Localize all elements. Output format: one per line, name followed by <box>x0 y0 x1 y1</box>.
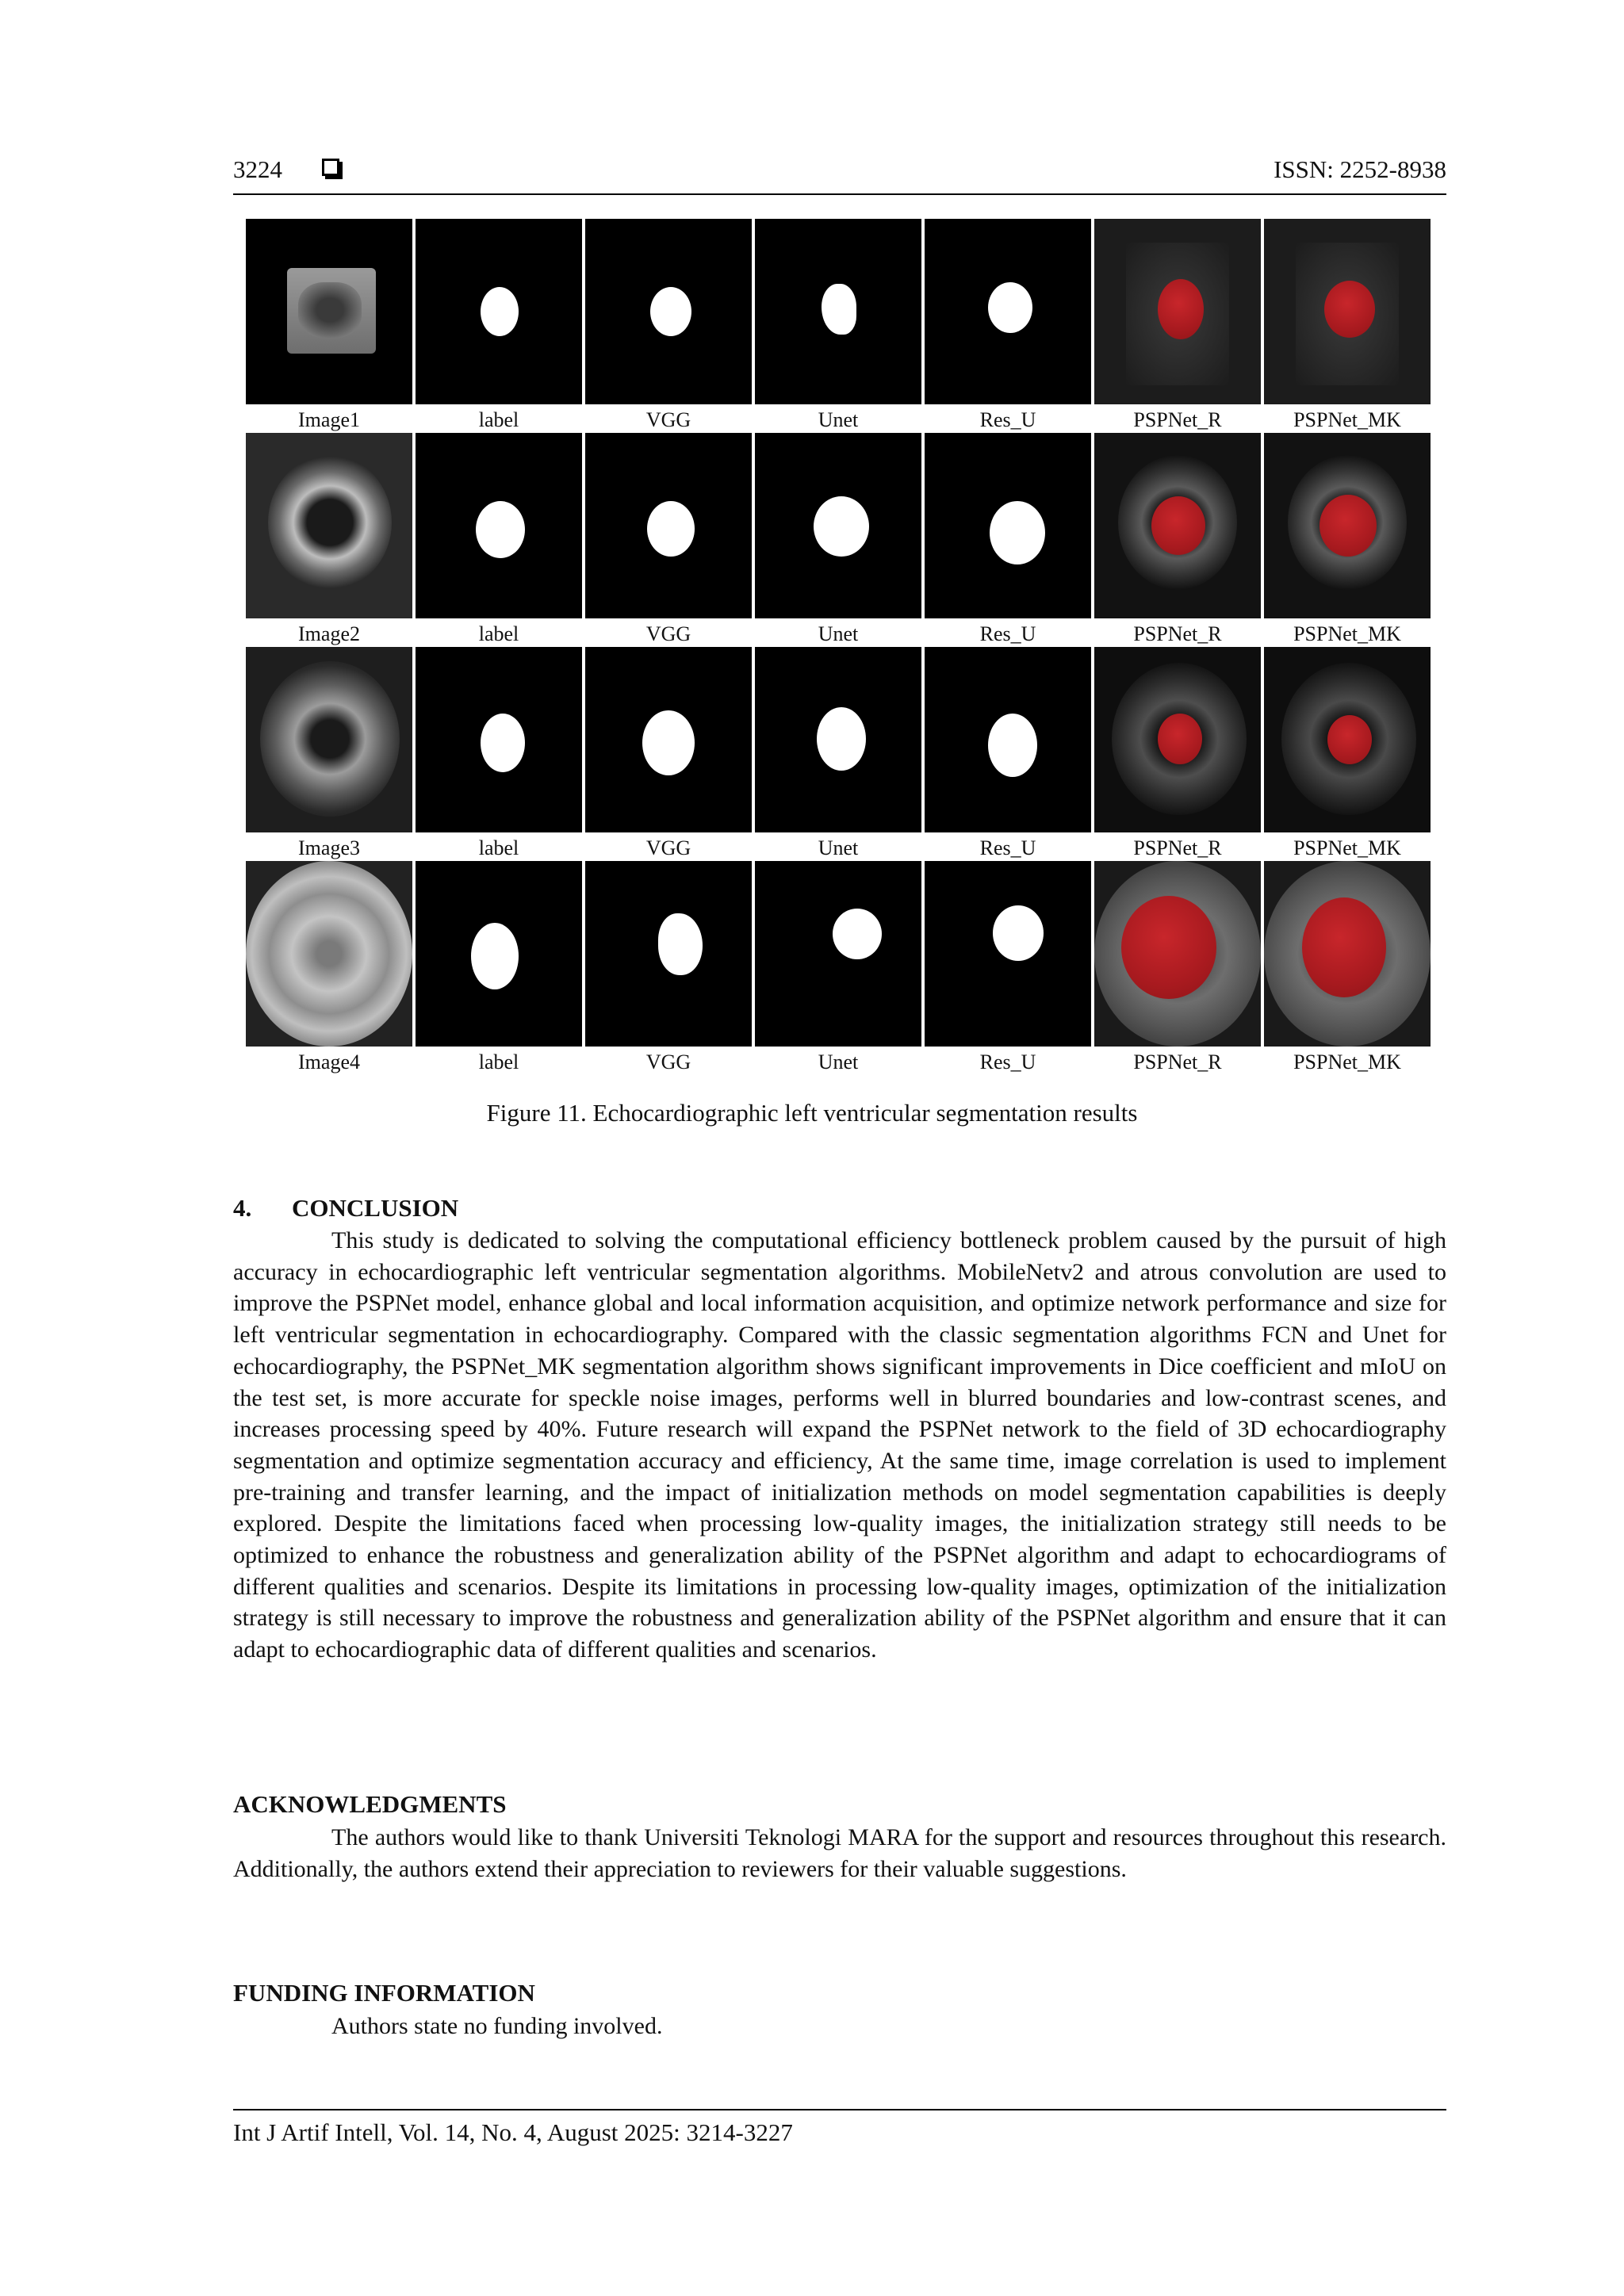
pspnet-r-overlay-tile <box>1094 219 1261 404</box>
pspnet-mk-overlay-tile <box>1264 433 1431 618</box>
row3-label-label: label <box>478 836 519 859</box>
row4-label-resu: Res_U <box>979 1050 1036 1073</box>
row3-label-resu: Res_U <box>979 836 1036 859</box>
resu-mask-tile <box>925 219 1091 404</box>
row2-label-resu: Res_U <box>979 622 1036 645</box>
box-icon <box>322 159 339 176</box>
label-mask-tile <box>416 433 582 618</box>
row2-label-pspnet-mk: PSPNet_MK <box>1293 622 1401 645</box>
pspnet-r-overlay-tile <box>1094 861 1261 1047</box>
pspnet-mk-overlay-tile <box>1264 647 1431 832</box>
row2-label-image: Image2 <box>298 622 360 645</box>
acknowledgments-heading: ACKNOWLEDGMENTS <box>233 1790 507 1818</box>
row4-label-label: label <box>478 1050 519 1073</box>
vgg-mask-tile <box>585 433 752 618</box>
echo-image-tile <box>246 433 412 618</box>
funding-heading: FUNDING INFORMATION <box>233 1979 535 2007</box>
vgg-mask-tile <box>585 647 752 832</box>
pspnet-mk-overlay-tile <box>1264 219 1431 404</box>
funding-paragraph: Authors state no funding involved. <box>331 2013 663 2039</box>
row4-label-vgg: VGG <box>645 1050 691 1073</box>
vgg-mask-tile <box>585 219 752 404</box>
label-mask-tile <box>416 647 582 832</box>
row2-label-label: label <box>478 622 519 645</box>
footer-citation: Int J Artif Intell, Vol. 14, No. 4, August 2025: 3214-3227 <box>233 2118 793 2146</box>
figure-11 <box>246 219 1440 1075</box>
row1-label-pspnet-mk: PSPNet_MK <box>1293 408 1401 431</box>
row1-label-resu: Res_U <box>979 408 1036 431</box>
footer-rule <box>233 2109 1446 2110</box>
pspnet-mk-overlay-tile <box>1264 861 1431 1047</box>
vgg-mask-tile <box>585 861 752 1047</box>
unet-mask-tile <box>755 433 921 618</box>
label-mask-tile <box>416 861 582 1047</box>
row4-label-image: Image4 <box>298 1050 360 1073</box>
row2-label-pspnet-r: PSPNet_R <box>1133 622 1222 645</box>
resu-mask-tile <box>925 861 1091 1047</box>
echo-image-tile <box>246 219 412 404</box>
row1-label-vgg: VGG <box>645 408 691 431</box>
resu-mask-tile <box>925 647 1091 832</box>
row4-label-unet: Unet <box>818 1050 859 1073</box>
row1-label-image: Image1 <box>298 408 360 431</box>
figure-row-2 <box>246 433 1440 647</box>
row3-label-image: Image3 <box>298 836 360 859</box>
row3-label-pspnet-r: PSPNet_R <box>1133 836 1222 859</box>
row4-label-pspnet-r: PSPNet_R <box>1133 1050 1222 1073</box>
conclusion-paragraph: This study is dedicated to solving the computational efficiency bottleneck problem caused by the pursuit of high accuracy in echocardiographic left ventricular segmentation algorithms. MobileNetv2 and atrous convolution are used to improve the PSPNet model, enhance global and local information acquisition, and optimize network performance and size for left ventricular segmentation in echocardiography. Compared with the classic segmentation algorithms FCN and Unet for echocardiography, the PSPNet_MK segmentation algorithm shows significant improvements in Dice coefficient and mIoU on the test set, is more accurate for speckle noise images, performs well in blurred boundaries and low-contrast scenes, and increases processing speed by 40%. Future research will expand the PSPNet network to the field of 3D echocardiography segmentation and optimize segmentation accuracy and efficiency, At the same time, image correlation is used to implement pre-training and transfer learning, and the impact of initialization methods on model segmentation capabilities is deeply explored. Despite the limitations faced when processing low-quality images, the initialization strategy still needs to be optimized to enhance the robustness and generalization ability of the PSPNet algorithm and adapt to echocardiograms of different qualities and scenarios. Despite its limitations in processing low-quality images, optimization of the initialization strategy is still necessary to improve the robustness and generalization ability of the PSPNet algorithm and ensure that it can adapt to echocardiographic data of different qualities and scenarios. <box>233 1227 1446 1663</box>
conclusion-number: 4. <box>233 1194 252 1222</box>
figure-row-1 <box>246 219 1440 433</box>
conclusion-heading: CONCLUSION <box>292 1194 459 1222</box>
label-mask-tile <box>416 219 582 404</box>
row3-label-vgg: VGG <box>645 836 691 859</box>
unet-mask-tile <box>755 861 921 1047</box>
unet-mask-tile <box>755 647 921 832</box>
acknowledgments-paragraph: The authors would like to thank Universiti Teknologi MARA for the support and resources throughout this research. Additionally, the authors extend their appreciation to reviewers for their valuable suggestions. <box>233 1824 1446 1882</box>
row1-label-label: label <box>478 408 519 431</box>
row2-label-unet: Unet <box>818 622 859 645</box>
echo-image-tile <box>246 647 412 832</box>
echo-image-tile <box>246 861 412 1047</box>
figure-row-3 <box>246 647 1440 861</box>
pspnet-r-overlay-tile <box>1094 647 1261 832</box>
row3-label-pspnet-mk: PSPNet_MK <box>1293 836 1401 859</box>
row3-label-unet: Unet <box>818 836 859 859</box>
issn: ISSN: 2252-8938 <box>1274 155 1446 183</box>
pspnet-r-overlay-tile <box>1094 433 1261 618</box>
row4-label-pspnet-mk: PSPNet_MK <box>1293 1050 1401 1073</box>
row2-label-vgg: VGG <box>645 622 691 645</box>
page-header <box>233 155 1446 195</box>
figure-caption: Figure 11. Echocardiographic left ventricular segmentation results <box>486 1099 1138 1127</box>
figure-row-4 <box>246 861 1440 1075</box>
page-number: 3224 <box>233 155 282 183</box>
row1-label-unet: Unet <box>818 408 859 431</box>
row1-label-pspnet-r: PSPNet_R <box>1133 408 1222 431</box>
unet-mask-tile <box>755 219 921 404</box>
resu-mask-tile <box>925 433 1091 618</box>
